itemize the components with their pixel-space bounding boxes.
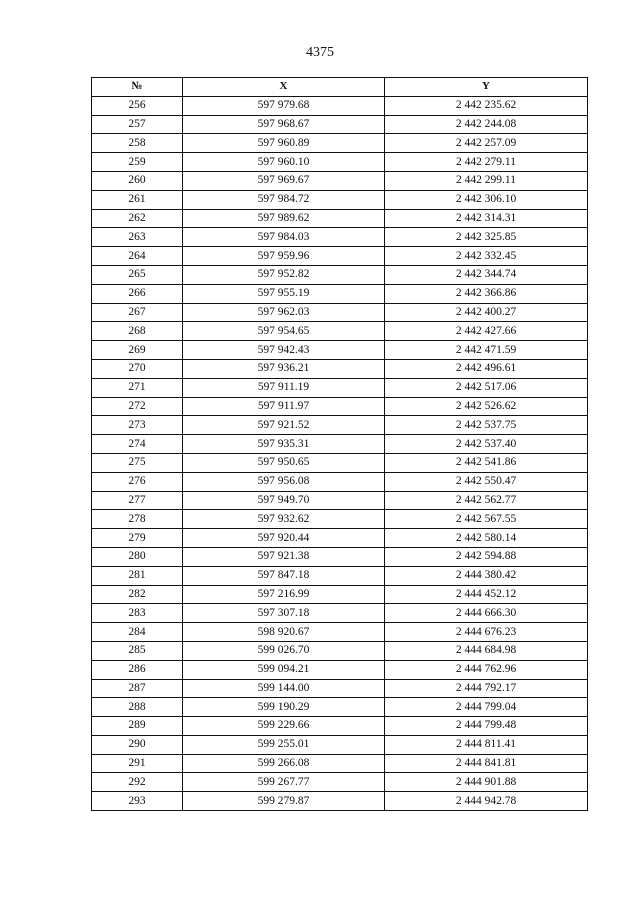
table-row [92, 773, 588, 792]
table-row [92, 754, 588, 773]
cell-number: 269 [92, 341, 183, 360]
table-row [92, 359, 588, 378]
table-row [92, 247, 588, 266]
cell-number: 261 [92, 190, 183, 209]
table-row [92, 735, 588, 754]
cell-y: 2 442 235.62 [385, 96, 588, 115]
cell-y: 2 442 541.86 [385, 453, 588, 472]
table-row [92, 265, 588, 284]
cell-number: 293 [92, 792, 183, 811]
cell-x: 599 255.01 [183, 735, 385, 754]
cell-y: 2 442 257.09 [385, 134, 588, 153]
table-row [92, 641, 588, 660]
table-row [92, 115, 588, 134]
cell-x: 597 979.68 [183, 96, 385, 115]
cell-x: 597 942.43 [183, 341, 385, 360]
cell-number: 283 [92, 604, 183, 623]
table-row [92, 566, 588, 585]
cell-x: 597 954.65 [183, 322, 385, 341]
cell-y: 2 444 792.17 [385, 679, 588, 698]
cell-number: 258 [92, 134, 183, 153]
cell-x: 599 190.29 [183, 698, 385, 717]
table-row [92, 416, 588, 435]
cell-x: 599 094.21 [183, 660, 385, 679]
cell-x: 599 279.87 [183, 792, 385, 811]
cell-number: 287 [92, 679, 183, 698]
cell-number: 274 [92, 435, 183, 454]
table-row [92, 472, 588, 491]
cell-x: 598 920.67 [183, 623, 385, 642]
cell-x: 599 267.77 [183, 773, 385, 792]
cell-number: 289 [92, 717, 183, 736]
table-row [92, 228, 588, 247]
cell-y: 2 444 676.23 [385, 623, 588, 642]
cell-y: 2 442 400.27 [385, 303, 588, 322]
cell-y: 2 442 332.45 [385, 247, 588, 266]
table-row [92, 623, 588, 642]
table-row [92, 397, 588, 416]
cell-number: 273 [92, 416, 183, 435]
cell-x: 597 959.96 [183, 247, 385, 266]
cell-number: 268 [92, 322, 183, 341]
cell-number: 267 [92, 303, 183, 322]
table-row [92, 792, 588, 811]
table-row [92, 585, 588, 604]
column-header-number: № [92, 78, 183, 97]
cell-number: 279 [92, 529, 183, 548]
table-row [92, 209, 588, 228]
cell-x: 597 932.62 [183, 510, 385, 529]
cell-y: 2 444 841.81 [385, 754, 588, 773]
cell-number: 264 [92, 247, 183, 266]
cell-y: 2 444 901.88 [385, 773, 588, 792]
cell-number: 276 [92, 472, 183, 491]
cell-y: 2 442 314.31 [385, 209, 588, 228]
table-row [92, 547, 588, 566]
cell-y: 2 442 562.77 [385, 491, 588, 510]
cell-number: 278 [92, 510, 183, 529]
cell-y: 2 442 366.86 [385, 284, 588, 303]
cell-x: 597 969.67 [183, 171, 385, 190]
cell-y: 2 442 496.61 [385, 359, 588, 378]
cell-y: 2 442 244.08 [385, 115, 588, 134]
cell-x: 599 144.00 [183, 679, 385, 698]
cell-x: 597 921.52 [183, 416, 385, 435]
cell-y: 2 442 279.11 [385, 153, 588, 172]
table-row [92, 96, 588, 115]
table-row [92, 660, 588, 679]
cell-x: 597 968.67 [183, 115, 385, 134]
cell-x: 597 847.18 [183, 566, 385, 585]
table-row [92, 453, 588, 472]
cell-y: 2 442 567.55 [385, 510, 588, 529]
cell-y: 2 442 299.11 [385, 171, 588, 190]
table-row [92, 378, 588, 397]
cell-number: 271 [92, 378, 183, 397]
table-row [92, 284, 588, 303]
cell-number: 282 [92, 585, 183, 604]
cell-y: 2 444 452.12 [385, 585, 588, 604]
cell-number: 262 [92, 209, 183, 228]
cell-x: 597 921.38 [183, 547, 385, 566]
cell-y: 2 442 325.85 [385, 228, 588, 247]
cell-number: 259 [92, 153, 183, 172]
cell-y: 2 442 471.59 [385, 341, 588, 360]
cell-y: 2 444 799.48 [385, 717, 588, 736]
cell-x: 597 984.03 [183, 228, 385, 247]
coordinates-table [91, 77, 588, 811]
cell-y: 2 444 684.98 [385, 641, 588, 660]
cell-number: 260 [92, 171, 183, 190]
cell-y: 2 442 344.74 [385, 265, 588, 284]
cell-x: 597 936.21 [183, 359, 385, 378]
cell-number: 288 [92, 698, 183, 717]
cell-x: 597 950.65 [183, 453, 385, 472]
cell-number: 290 [92, 735, 183, 754]
cell-y: 2 444 666.30 [385, 604, 588, 623]
cell-x: 597 911.19 [183, 378, 385, 397]
table-row [92, 190, 588, 209]
table-row [92, 153, 588, 172]
cell-x: 597 984.72 [183, 190, 385, 209]
cell-y: 2 444 380.42 [385, 566, 588, 585]
cell-y: 2 444 799.04 [385, 698, 588, 717]
cell-y: 2 444 942.78 [385, 792, 588, 811]
cell-number: 285 [92, 641, 183, 660]
cell-x: 597 952.82 [183, 265, 385, 284]
cell-y: 2 444 811.41 [385, 735, 588, 754]
cell-number: 256 [92, 96, 183, 115]
page-number: 4375 [306, 45, 334, 60]
table-row [92, 491, 588, 510]
table-row [92, 134, 588, 153]
cell-number: 266 [92, 284, 183, 303]
table-row [92, 303, 588, 322]
cell-y: 2 442 526.62 [385, 397, 588, 416]
table-row [92, 435, 588, 454]
cell-y: 2 442 550.47 [385, 472, 588, 491]
cell-x: 599 266.08 [183, 754, 385, 773]
cell-number: 263 [92, 228, 183, 247]
column-header-y: Y [385, 78, 588, 97]
cell-x: 597 962.03 [183, 303, 385, 322]
table-row [92, 604, 588, 623]
cell-y: 2 442 594.88 [385, 547, 588, 566]
cell-x: 597 956.08 [183, 472, 385, 491]
table-row [92, 341, 588, 360]
cell-x: 597 989.62 [183, 209, 385, 228]
cell-x: 597 307.18 [183, 604, 385, 623]
table-body [92, 96, 588, 810]
cell-number: 284 [92, 623, 183, 642]
cell-x: 597 955.19 [183, 284, 385, 303]
cell-number: 292 [92, 773, 183, 792]
table-row [92, 510, 588, 529]
cell-number: 281 [92, 566, 183, 585]
cell-y: 2 442 306.10 [385, 190, 588, 209]
cell-number: 272 [92, 397, 183, 416]
cell-x: 597 920.44 [183, 529, 385, 548]
cell-x: 597 935.31 [183, 435, 385, 454]
table-row [92, 717, 588, 736]
table-row [92, 529, 588, 548]
cell-x: 597 911.97 [183, 397, 385, 416]
cell-x: 599 026.70 [183, 641, 385, 660]
cell-x: 597 960.10 [183, 153, 385, 172]
cell-number: 265 [92, 265, 183, 284]
cell-x: 597 960.89 [183, 134, 385, 153]
cell-y: 2 442 580.14 [385, 529, 588, 548]
table-row [92, 698, 588, 717]
cell-number: 286 [92, 660, 183, 679]
cell-number: 291 [92, 754, 183, 773]
cell-y: 2 442 537.75 [385, 416, 588, 435]
cell-x: 599 229.66 [183, 717, 385, 736]
table-row [92, 679, 588, 698]
cell-y: 2 444 762.96 [385, 660, 588, 679]
cell-number: 280 [92, 547, 183, 566]
cell-y: 2 442 517.06 [385, 378, 588, 397]
cell-number: 277 [92, 491, 183, 510]
table-row [92, 322, 588, 341]
cell-x: 597 216.99 [183, 585, 385, 604]
cell-x: 597 949.70 [183, 491, 385, 510]
cell-y: 2 442 427.66 [385, 322, 588, 341]
cell-number: 270 [92, 359, 183, 378]
table-row [92, 171, 588, 190]
cell-y: 2 442 537.40 [385, 435, 588, 454]
column-header-x: X [183, 78, 385, 97]
table-header-row [92, 78, 588, 97]
cell-number: 257 [92, 115, 183, 134]
cell-number: 275 [92, 453, 183, 472]
